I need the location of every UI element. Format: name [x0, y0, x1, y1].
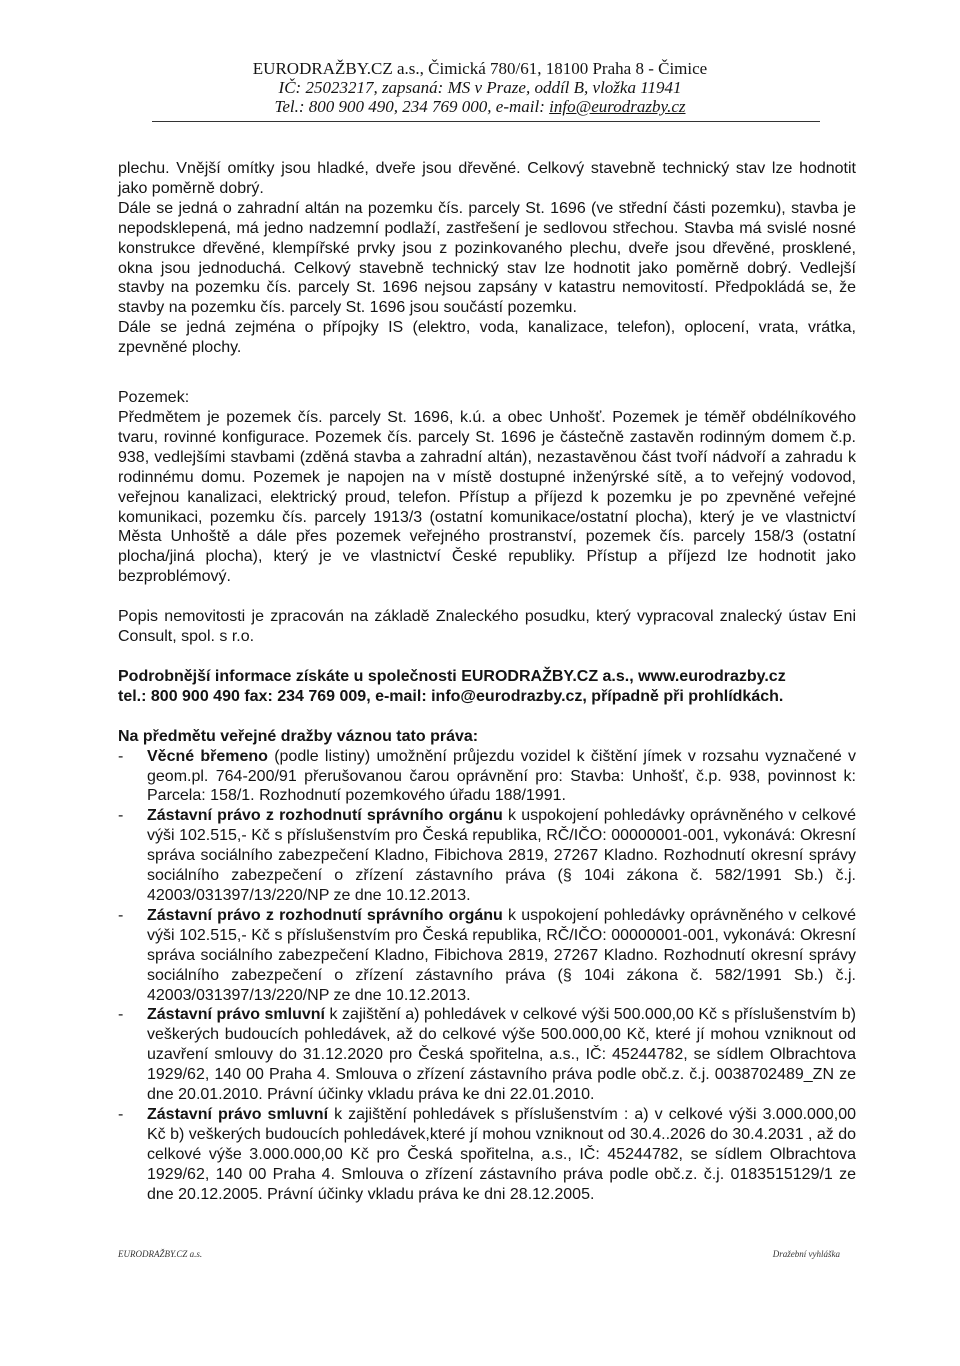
paragraph-land-description: Předmětem je pozemek čís. parcely St. 1696, k.ú. a obec Unhošť. Pozemek je téměř obdélníkového tvaru, rovinné konfigurace. Pozemek čís. parcely St. 1696 je částečně zastavěn rodinným domem č.p. 938, vedlejšími stavbami (zděná stavba a zahradní altán), nezastavěnou část tvoří nádvoří a zahradu k rodinnému domu. Pozemek je napojen na v místě dostupné inženýrské sítě, a to veřejný vodovod, veřejnou kanalizaci, elektrický proud, telefon. Přístup a příjezd k pozemku je po zpevněné veřejné komunikaci, pozemku čís. parcely 1913/3 (ostatní komunikace/ostatní plocha), který je ve vlastnictví Města Unhoště a dále přes pozemek veřejného prostranství, pozemek čís. parcely 158/3 (ostatní plocha/jiná plocha), který je ve vlastnictví České republiky. Přístup a příjezd lze hodnotit jako bezproblémový. — [118, 408, 856, 586]
right-text: k zajištění a) pohledávek v celkové výši 500.000,00 Kč s příslušenstvím b) veškerých budoucích pohledávek, až do celkové výše 500.000,00 Kč, které jí mohou vzniknout od uzavření smlouvy do 31.12.2020 pro Česká spořitelna, a.s., IČ: 45244782, se sídlem Olbrachtova 1929/62, 140 00 Praha 4. Smlouva o zřízení zástavního práva podle obč.z. č.j. 0038702489_ZN ze dne 20.01.2010. Právní účinky vkladu práva ke dni 22.01.2010. — [147, 1006, 856, 1104]
right-title: Zástavní právo smluvní — [147, 1105, 329, 1123]
list-item — [118, 1005, 856, 1105]
right-text: k zajištění pohledávek s příslušenstvím : a) v celkové výši 3.000.000,00 Kč b) veškerých budoucích pohledávek,které jí mohou vzniknout od 30.4..2026 do 30.4.2031 , až do celkové výše 3.000.000,00 Kč pro Česká spořitelna, a.s., IČ: 45244782, se sídlem Olbrachtova 1929/62, 140 00 Praha 4. Smlouva o zřízení zástavního práva podle obč.z. č.j. 0183515129/1 ze dne 20.12.2005. Právní účinky vkladu práva ke dni 28.12.2005. — [147, 1105, 856, 1203]
right-title: Zástavní právo z rozhodnutí správního orgánu — [147, 906, 503, 924]
letterhead — [0, 59, 960, 116]
pozemek-heading: Pozemek: — [118, 389, 190, 407]
list-dash: - — [118, 747, 124, 765]
spacer — [118, 707, 856, 727]
right-text: (podle listiny) umožnění průjezdu vozidel k čištění jímek v rozsahu vyznačené v geom.pl. 764-200/91 přerušovanou čarou oprávnění pro: Stavba: Unhošť, č.p. 938, povinnost k: Parcela: 158/1. Rozhodnutí pozemkového úřadu 188/1991. — [147, 747, 856, 805]
letterhead-email-link[interactable]: info@eurodrazby.cz — [549, 97, 686, 116]
list-item — [118, 806, 856, 906]
list-item — [118, 747, 856, 807]
paragraph-utilities: Dále se jedná zejména o přípojky IS (elektro, voda, kanalizace, telefon), oplocení, vrata, vrátka, zpevněné plochy. — [118, 319, 856, 357]
spacer — [118, 358, 856, 388]
rights-list — [118, 747, 856, 1205]
letterhead-company-line: EURODRAŽBY.CZ a.s., Čimická 780/61, 18100 Praha 8 - Čimice — [252, 59, 708, 78]
spacer — [118, 647, 856, 667]
list-dash: - — [118, 807, 124, 825]
paragraph-expert-report: Popis nemovitosti je zpracován na základě Znaleckého posudku, který vypracoval znalecký ústav Eni Consult, spol. s r.o. — [118, 608, 856, 646]
right-title: Věcné břemeno — [147, 747, 268, 765]
spacer — [118, 587, 856, 607]
right-title: Zástavní právo smluvní — [147, 1006, 325, 1024]
list-item — [118, 906, 856, 1006]
footer-company: EURODRAŽBY.CZ a.s. — [118, 1249, 203, 1259]
paragraph-building-condition: plechu. Vnější omítky jsou hladké, dveře jsou dřevěné. Celkový stavebně technický stav lze hodnotit jako poměrně dobrý. — [118, 160, 856, 197]
list-dash: - — [118, 1006, 124, 1024]
list-dash: - — [118, 906, 124, 924]
right-text: k uspokojení pohledávky oprávněného v celkové výši 102.515,- Kč s příslušenstvím pro Česká republika, RČ/IČO: 00000001-001, vykonává: Okresní správa sociálního zabezpečení Kladno, Fibichova 2819, 27267 Kladno. Rozhodnutí okresní správy sociálního zabezpečení o zřízení zástavního práva (§ 104i zákona č. 582/1991 Sb.) č.j. 42003/031397/13/220/NP ze dne 10.12.2013. — [147, 906, 857, 1004]
right-title: Zástavní právo z rozhodnutí správního orgánu — [147, 807, 503, 825]
list-dash: - — [118, 1105, 124, 1123]
letterhead-phone-text: Tel.: 800 900 490, 234 769 000, e-mail: — [274, 97, 550, 116]
rights-heading: Na předmětu veřejné dražby váznou tato práva: — [118, 727, 479, 745]
right-text: k uspokojení pohledávky oprávněného v celkové výši 102.515,- Kč s příslušenstvím pro Česká republika, RČ/IČO: 00000001-001, vykonává: Okresní správa sociálního zabezpečení Kladno, Fibichova 2819, 27267 Kladno. Rozhodnutí okresní správy sociálního zabezpečení o zřízení zástavního práva (§ 104i zákona č. 582/1991 Sb.) č.j. 42003/031397/13/220/NP ze dne 10.12.2013. — [147, 807, 857, 904]
info-contact-line-2: tel.: 800 900 490 fax: 234 769 009, e-mail: info@eurodrazby.cz, případně při prohlídkách. — [118, 687, 784, 705]
info-contact-line-1: Podrobnější informace získáte u společnosti EURODRAŽBY.CZ a.s., www.eurodrazby.cz — [118, 667, 786, 685]
paragraph-garden-pavilion: Dále se jedná o zahradní altán na pozemku čís. parcely St. 1696 (ve střední části pozemku), stavba je nepodsklepená, má jedno nadzemní podlaží, zastřešení je sedlovou střechou. Stavba má svislé nosné konstrukce dřevěné, klempířské prvky jsou z pozinkovaného plechu, dveře jsou dřevěné, prosklené, okna jsou jednoduchá. Celkový stavebně technický stav lze hodnotit jako poměrně dobrý. Vedlejší stavby na pozemku čís. parcely St. 1696 nejsou zapsány v katastru nemovitostí. Předpokládá se, že stavby na pozemku čís. parcely St. 1696 jsou součástí pozemku. — [118, 199, 856, 317]
document-body — [118, 159, 856, 1205]
letterhead-contact-line — [0, 97, 960, 116]
footer-document-type: Dražební vyhláška — [772, 1249, 840, 1259]
list-item — [118, 1105, 856, 1205]
header-divider — [152, 121, 820, 122]
letterhead-registration-line: IČ: 25023217, zapsaná: MS v Praze, oddíl B, vložka 11941 — [278, 78, 682, 97]
